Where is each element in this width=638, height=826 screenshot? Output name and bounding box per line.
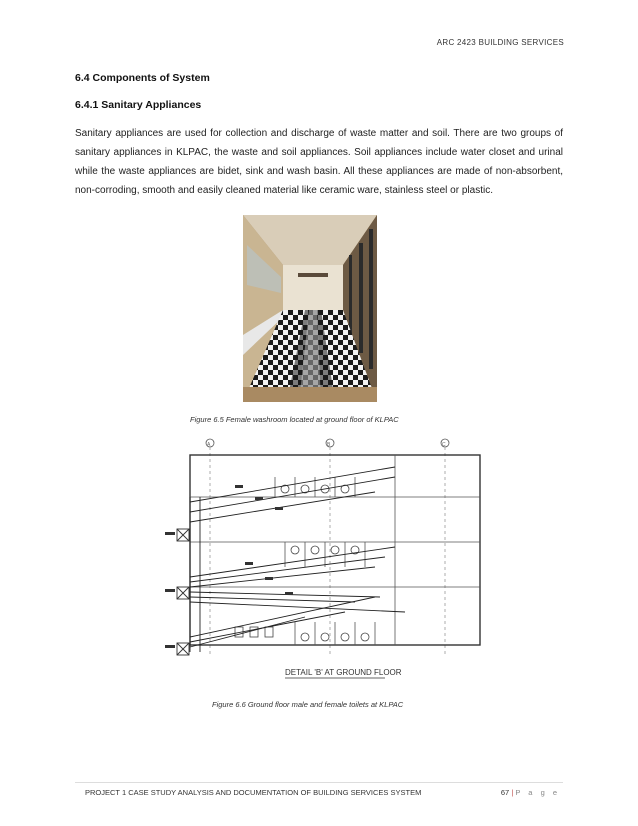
- page-separator: |: [511, 788, 514, 797]
- floor-plan-svg: [145, 437, 485, 687]
- section-heading: 6.4 Components of System: [75, 72, 210, 84]
- washroom-photo: [243, 215, 377, 402]
- running-header: ARC 2423 BUILDING SERVICES: [436, 38, 564, 47]
- footer-project-title: PROJECT 1 CASE STUDY ANALYSIS AND DOCUMENTATION OF BUILDING SERVICES SYSTEM: [85, 788, 422, 797]
- subsection-heading: 6.4.1 Sanitary Appliances: [75, 99, 202, 111]
- figure-6-5-caption: Figure 6.5 Female washroom located at ground floor of KLPAC: [190, 415, 399, 424]
- grid-label-b: B: [327, 442, 331, 448]
- footer-page-info: [501, 788, 560, 797]
- page-word: P a g e: [515, 788, 560, 797]
- grid-label-a: A: [207, 442, 211, 448]
- page-number: 67: [500, 788, 510, 797]
- footer-divider: [75, 782, 563, 783]
- floor-plan-drawing: [145, 437, 485, 687]
- drawing-title: DETAIL 'B' AT GROUND FLOOR: [285, 668, 402, 677]
- figure-6-6-caption: Figure 6.6 Ground floor male and female toilets at KLPAC: [212, 700, 404, 709]
- washroom-photo-drawing: [243, 215, 377, 402]
- body-paragraph: Sanitary appliances are used for collection and discharge of waste matter and soil. There are two groups of sanitary appliances in KLPAC, the waste and soil appliances. Soil appliances include water closet and urinal while the waste appliances are bidet, sink and wash basin. All these appliances are made of non-absorbent, non-corroding, smooth and easily cleaned material like ceramic ware, stainless steel or plastic.: [75, 128, 563, 196]
- grid-label-c: C: [442, 442, 446, 448]
